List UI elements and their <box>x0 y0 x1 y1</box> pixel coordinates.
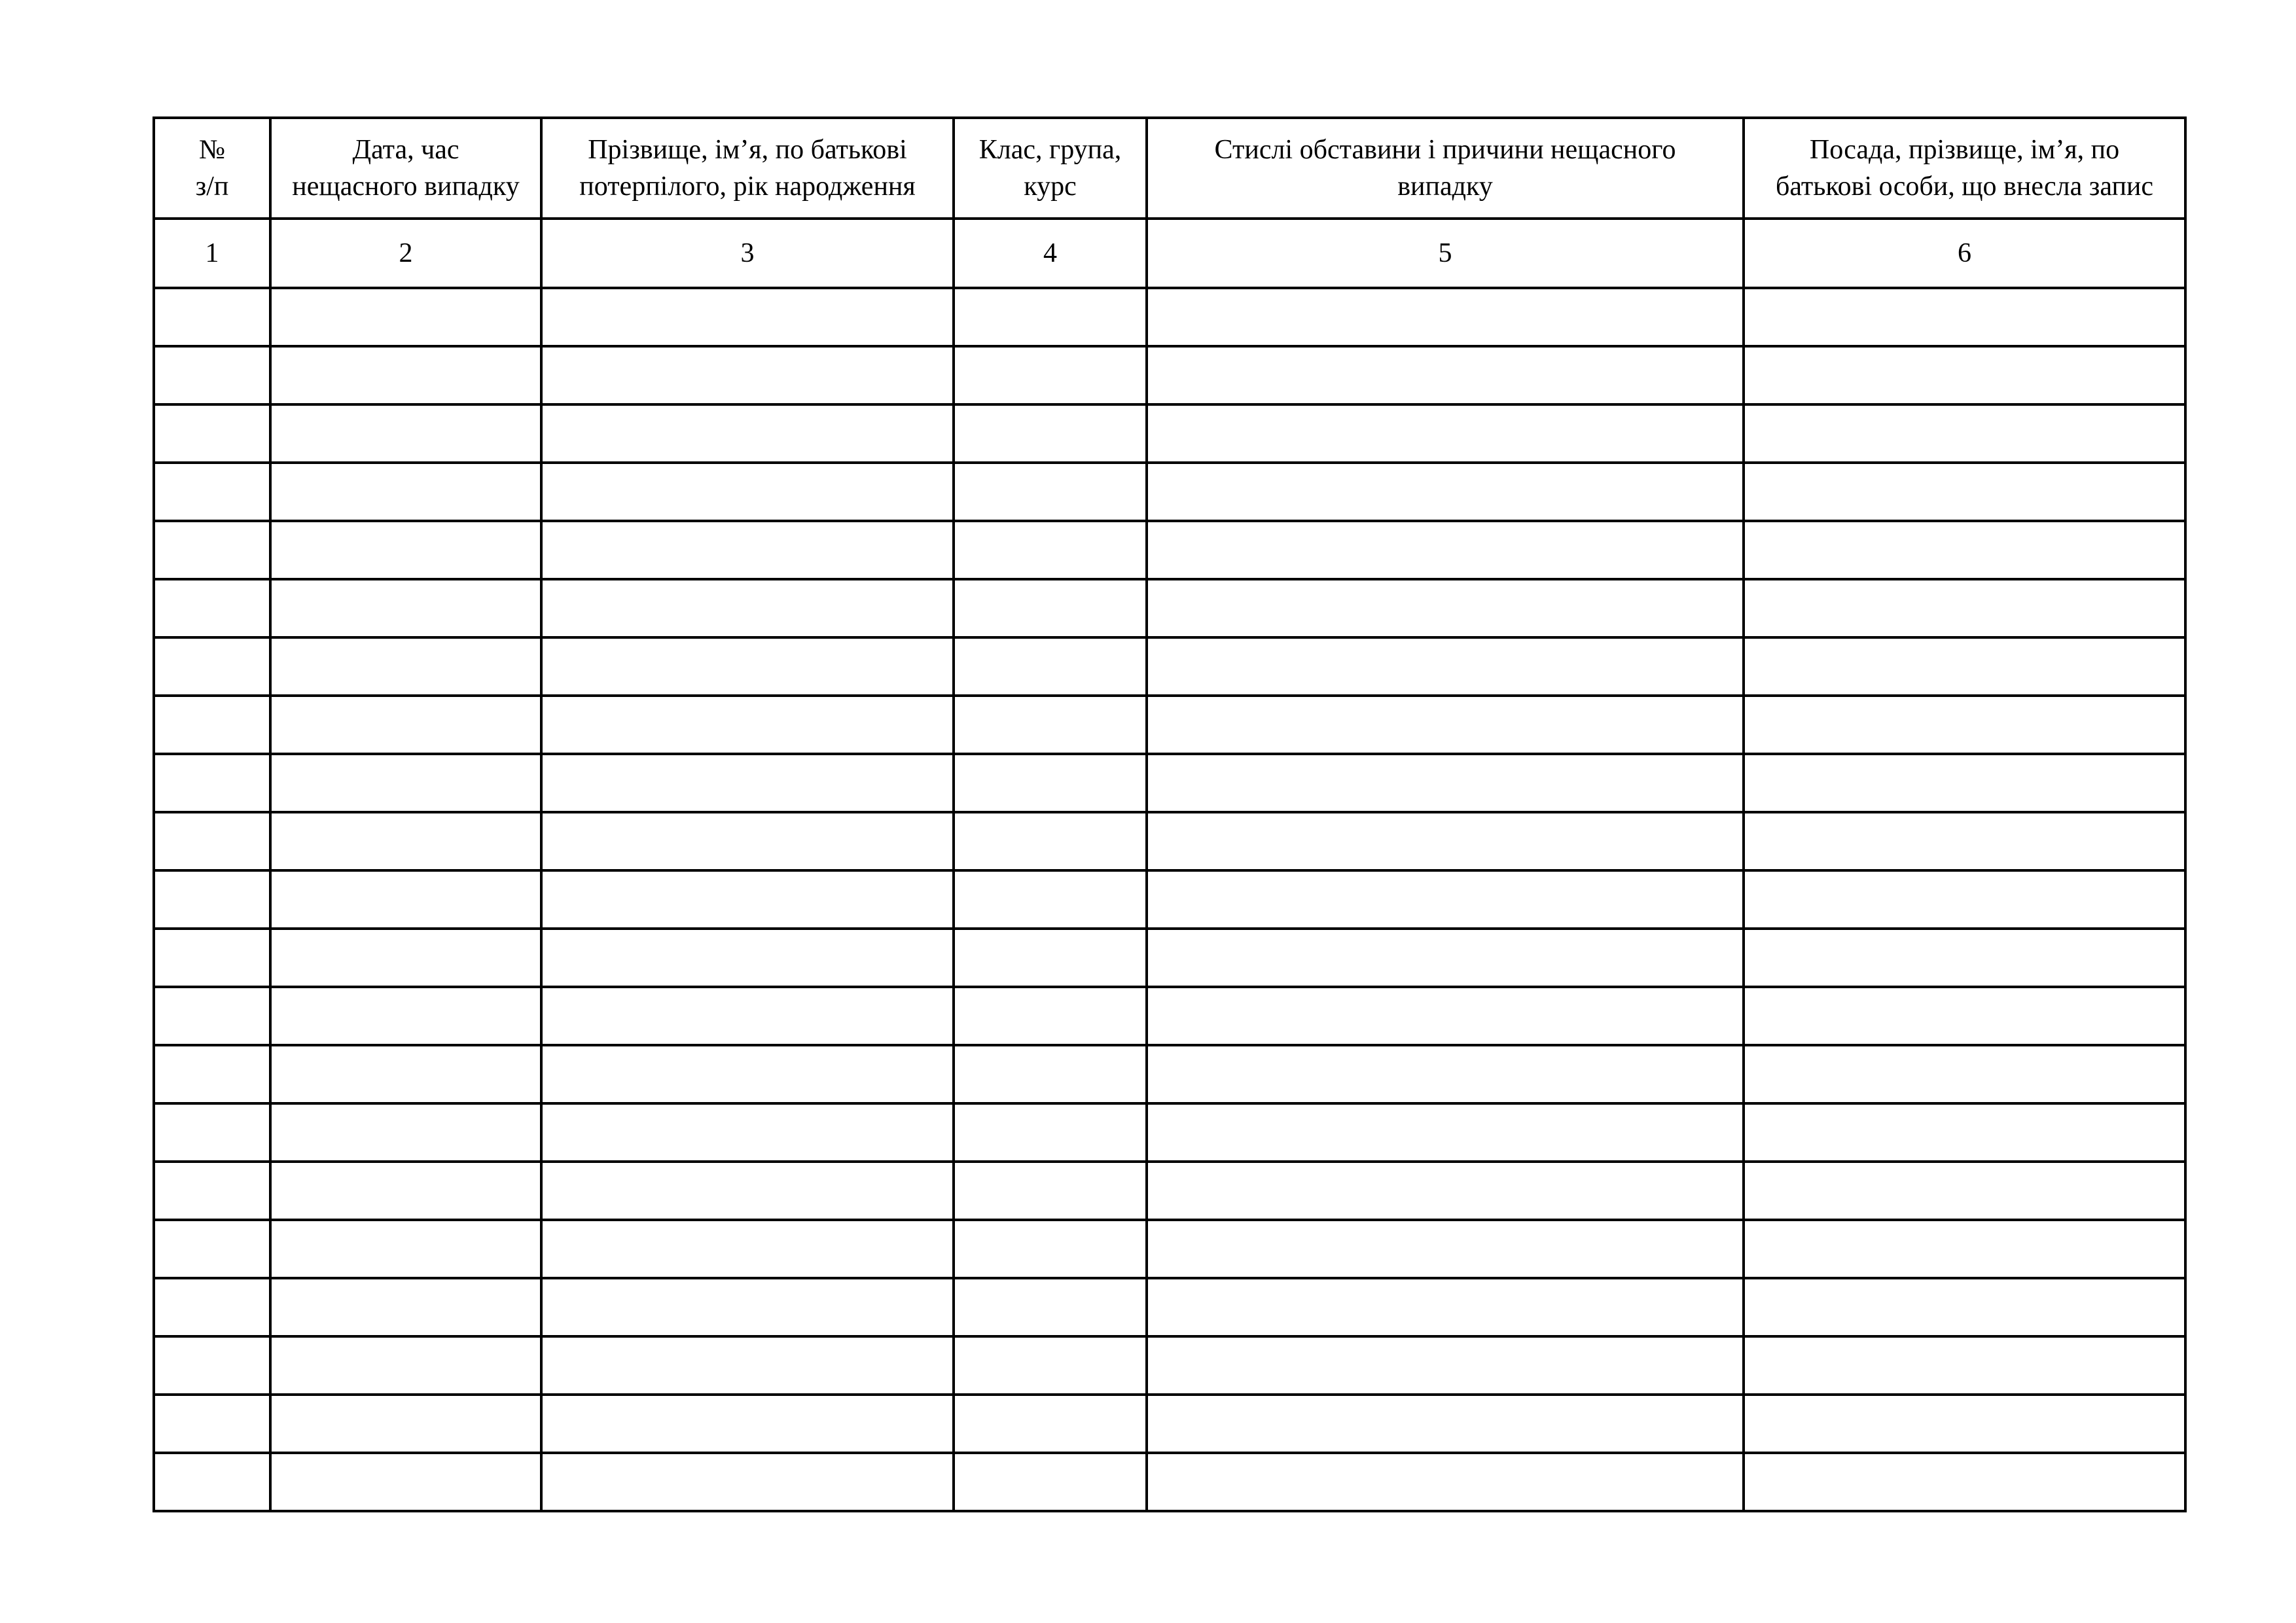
table-row <box>154 1336 2185 1395</box>
table-row <box>154 637 2185 696</box>
table-cell <box>1147 1220 1744 1278</box>
table-cell <box>1744 288 2185 346</box>
table-cell <box>954 1220 1147 1278</box>
table-cell <box>154 288 270 346</box>
column-number: 5 <box>1147 219 1744 288</box>
table-cell <box>154 1045 270 1103</box>
table-body <box>154 288 2185 1511</box>
table-cell <box>954 463 1147 521</box>
table-cell <box>1147 288 1744 346</box>
column-number: 1 <box>154 219 270 288</box>
table-cell <box>1147 987 1744 1045</box>
table-cell <box>541 463 954 521</box>
table-cell <box>270 870 541 929</box>
table-cell <box>954 346 1147 404</box>
table-cell <box>1147 1395 1744 1453</box>
table-cell <box>541 754 954 812</box>
table-cell <box>954 812 1147 870</box>
table-cell <box>270 521 541 579</box>
table-cell <box>1147 754 1744 812</box>
table-cell <box>541 987 954 1045</box>
table-cell <box>154 1395 270 1453</box>
table-cell <box>154 637 270 696</box>
column-header-number: № з/п <box>154 118 270 219</box>
table-cell <box>154 929 270 987</box>
table-cell <box>541 812 954 870</box>
table-cell <box>541 1103 954 1162</box>
table-cell <box>541 1336 954 1395</box>
table-cell <box>954 1453 1147 1511</box>
table-row <box>154 754 2185 812</box>
table-cell <box>270 1336 541 1395</box>
table-cell <box>1147 521 1744 579</box>
table-cell <box>270 929 541 987</box>
table-cell <box>270 1453 541 1511</box>
table-cell <box>1147 696 1744 754</box>
table-cell <box>954 754 1147 812</box>
table-row <box>154 1395 2185 1453</box>
table-cell <box>270 696 541 754</box>
table-cell <box>154 1453 270 1511</box>
table-cell <box>270 637 541 696</box>
table-cell <box>1744 1453 2185 1511</box>
table-cell <box>154 463 270 521</box>
table-cell <box>1147 929 1744 987</box>
table-row <box>154 1162 2185 1220</box>
table-cell <box>1147 579 1744 637</box>
table-row <box>154 1278 2185 1336</box>
table-cell <box>541 1453 954 1511</box>
accident-register-table <box>152 116 2187 1512</box>
table-cell <box>541 870 954 929</box>
table-row <box>154 1220 2185 1278</box>
table-row <box>154 929 2185 987</box>
table-cell <box>1147 637 1744 696</box>
table-cell <box>154 579 270 637</box>
table-cell <box>954 1162 1147 1220</box>
table-cell <box>1744 696 2185 754</box>
table-cell <box>1744 346 2185 404</box>
table-cell <box>270 1103 541 1162</box>
table-cell <box>154 521 270 579</box>
table-cell <box>1744 1045 2185 1103</box>
table-cell <box>1147 1045 1744 1103</box>
table-cell <box>954 1045 1147 1103</box>
table-row <box>154 579 2185 637</box>
table-cell <box>541 696 954 754</box>
table-row <box>154 870 2185 929</box>
table-cell <box>270 1045 541 1103</box>
table-cell <box>1744 463 2185 521</box>
table-cell <box>154 987 270 1045</box>
column-number: 6 <box>1744 219 2185 288</box>
table-cell <box>270 1162 541 1220</box>
table-cell <box>154 1162 270 1220</box>
table-cell <box>1744 521 2185 579</box>
column-number: 4 <box>954 219 1147 288</box>
table-cell <box>1744 1103 2185 1162</box>
table-cell <box>1147 1278 1744 1336</box>
table-cell <box>954 696 1147 754</box>
table-cell <box>154 1103 270 1162</box>
table-cell <box>1147 346 1744 404</box>
table-cell <box>954 1278 1147 1336</box>
table-cell <box>1744 637 2185 696</box>
column-number: 2 <box>270 219 541 288</box>
table-cell <box>1744 987 2185 1045</box>
table-cell <box>954 404 1147 463</box>
table-cell <box>154 1278 270 1336</box>
table-cell <box>154 404 270 463</box>
table-cell <box>154 870 270 929</box>
table-cell <box>541 929 954 987</box>
table-cell <box>270 987 541 1045</box>
table-header-row <box>154 118 2185 219</box>
table-cell <box>1744 1278 2185 1336</box>
table-cell <box>154 1336 270 1395</box>
table-cell <box>541 346 954 404</box>
table-cell <box>270 812 541 870</box>
table-cell <box>541 579 954 637</box>
table-row <box>154 404 2185 463</box>
table-cell <box>1147 870 1744 929</box>
table-row <box>154 521 2185 579</box>
table-cell <box>270 579 541 637</box>
column-header-circumstances: Стислі обставини і причини нещасного випадку <box>1147 118 1744 219</box>
column-header-recorder: Посада, прізвище, ім’я, по батькові особи, що внесла запис <box>1744 118 2185 219</box>
column-header-class-group: Клас, група, курс <box>954 118 1147 219</box>
table-cell <box>270 1278 541 1336</box>
table-cell <box>541 1395 954 1453</box>
table-cell <box>1744 812 2185 870</box>
table-cell <box>954 1336 1147 1395</box>
table-row <box>154 696 2185 754</box>
column-number-row <box>154 219 2185 288</box>
table-cell <box>154 1220 270 1278</box>
table-row <box>154 812 2185 870</box>
table-cell <box>541 1162 954 1220</box>
table-cell <box>541 637 954 696</box>
table-cell <box>954 521 1147 579</box>
table-cell <box>270 288 541 346</box>
column-header-date-time: Дата, час нещасного випадку <box>270 118 541 219</box>
table-row <box>154 288 2185 346</box>
table-cell <box>1744 1395 2185 1453</box>
table-cell <box>954 1103 1147 1162</box>
table-row <box>154 1045 2185 1103</box>
column-number: 3 <box>541 219 954 288</box>
table-cell <box>270 404 541 463</box>
table-cell <box>154 754 270 812</box>
table-cell <box>954 288 1147 346</box>
table-cell <box>1147 1103 1744 1162</box>
table-cell <box>1744 1336 2185 1395</box>
table-cell <box>1744 929 2185 987</box>
table-cell <box>541 1220 954 1278</box>
table-cell <box>270 1220 541 1278</box>
table-row <box>154 1453 2185 1511</box>
table-cell <box>270 463 541 521</box>
table-cell <box>954 637 1147 696</box>
table-row <box>154 463 2185 521</box>
table-cell <box>1744 1220 2185 1278</box>
table-cell <box>1147 463 1744 521</box>
table-cell <box>541 288 954 346</box>
table-cell <box>541 521 954 579</box>
table-cell <box>954 929 1147 987</box>
table-row <box>154 987 2185 1045</box>
table-cell <box>154 346 270 404</box>
table-cell <box>270 346 541 404</box>
table-cell <box>541 404 954 463</box>
table-row <box>154 1103 2185 1162</box>
table-cell <box>1147 1162 1744 1220</box>
table-cell <box>1147 1453 1744 1511</box>
table-cell <box>1744 754 2185 812</box>
table-cell <box>1744 1162 2185 1220</box>
table-cell <box>1744 404 2185 463</box>
table-cell <box>1744 579 2185 637</box>
table-cell <box>541 1278 954 1336</box>
table-cell <box>1147 812 1744 870</box>
table-cell <box>954 579 1147 637</box>
table-cell <box>1147 404 1744 463</box>
table-cell <box>541 1045 954 1103</box>
table-cell <box>954 870 1147 929</box>
table-cell <box>954 987 1147 1045</box>
table-row <box>154 346 2185 404</box>
table-cell <box>270 1395 541 1453</box>
column-header-victim-name: Прізвище, ім’я, по батькові потерпілого, рік народження <box>541 118 954 219</box>
table-cell <box>1147 1336 1744 1395</box>
table-cell <box>270 754 541 812</box>
table-cell <box>154 812 270 870</box>
table-cell <box>1744 870 2185 929</box>
table-cell <box>154 696 270 754</box>
table-cell <box>954 1395 1147 1453</box>
